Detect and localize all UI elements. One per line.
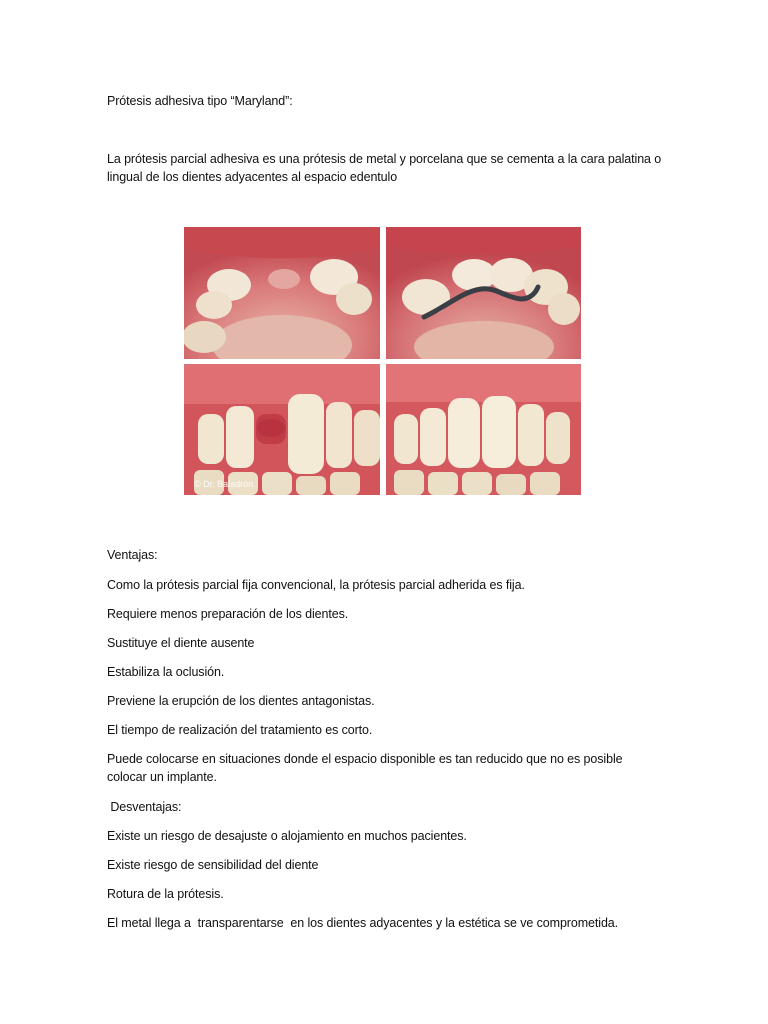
ventaja-item: Previene la erupción de los dientes antagonistas. (107, 694, 375, 708)
ventaja-item: Requiere menos preparación de los dientes. (107, 607, 349, 621)
desventaja-item: El metal llega a transparentarse en los dientes adyacentes y la estética se ve comprometida. (107, 916, 619, 930)
intro-paragraph: La prótesis parcial adhesiva es una prótesis de metal y porcelana que se cementa a la cara palatina o lingual de los dientes adyacentes al espacio edentulo (107, 152, 662, 184)
section-title: Prótesis adhesiva tipo “Maryland”: (107, 94, 293, 108)
photo-frontal-gap (184, 364, 380, 495)
desventaja-item: Existe riesgo de sensibilidad del diente (107, 858, 319, 872)
photo-credit: © Dr. Baladrón (194, 479, 254, 489)
ventaja-item: Como la prótesis parcial fija convencional, la prótesis parcial adherida es fija. (107, 578, 525, 592)
desventajas-heading: Desventajas: (107, 800, 182, 814)
ventaja-item: Puede colocarse en situaciones donde el espacio disponible es tan reducido que no es posible colocar un implante. (107, 752, 623, 784)
clinical-photo-grid (184, 227, 581, 495)
desventaja-item: Existe un riesgo de desajuste o alojamiento en muchos pacientes. (107, 829, 467, 843)
photo-frontal-restored (386, 364, 581, 495)
ventaja-item: El tiempo de realización del tratamiento es corto. (107, 723, 373, 737)
photo-palatal-gap (184, 227, 380, 359)
desventaja-item: Rotura de la prótesis. (107, 887, 224, 901)
ventaja-item: Sustituye el diente ausente (107, 636, 255, 650)
ventaja-item: Estabiliza la oclusión. (107, 665, 225, 679)
ventajas-heading: Ventajas: (107, 548, 158, 562)
photo-palatal-bridge (386, 227, 581, 359)
